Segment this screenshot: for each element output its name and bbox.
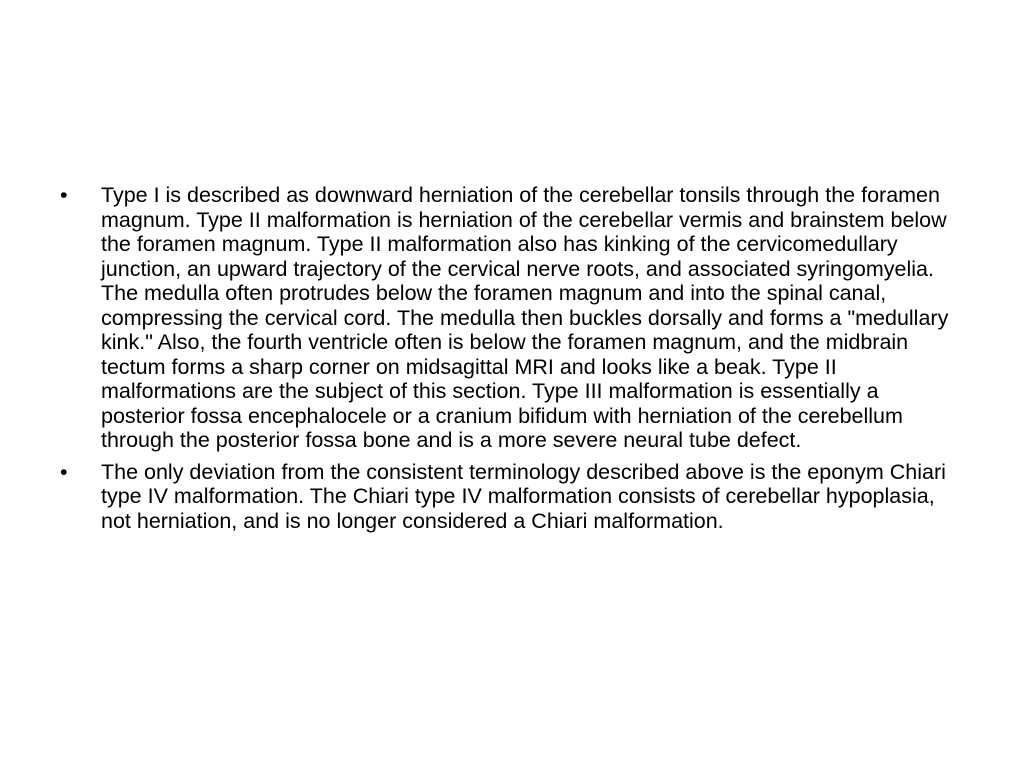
bullet-list (60, 183, 965, 540)
bullet-marker: • (60, 183, 68, 207)
bullet-text: Type I is described as downward herniation of the cerebellar tonsils through the foramen magnum. Type II malformation is herniation of the cerebellar vermis and brainstem below the foramen magnum. Type II malformation also has kinking of the cervicomedullary junction, an upward trajectory of the cervical nerve roots, and associated syringomyelia. The medulla often protrudes below the foramen magnum and into the spinal canal, compressing the cervical cord. The medulla then buckles dorsally and forms a "medullary kink." Also, the fourth ventricle often is below the foramen magnum, and the midbrain tectum forms a sharp corner on midsagittal MRI and looks like a beak. Type II malformations are the subject of this section. Type III malformation is essentially a posterior fossa encephalocele or a cranium bifidum with herniation of the cerebellum through the posterior fossa bone and is a more severe neural tube defect. (101, 183, 949, 452)
bullet-item-chiari-type-iv (60, 460, 965, 534)
bullet-marker: • (60, 459, 68, 484)
bullet-text: The only deviation from the consistent terminology described above is the eponym Chiari type IV malformation. The Chiari type IV malformation consists of cerebellar hypoplasia, not herniation, and is no longer considered a Chiari malformation. (101, 459, 946, 533)
bullet-item-chiari-types (60, 183, 965, 453)
